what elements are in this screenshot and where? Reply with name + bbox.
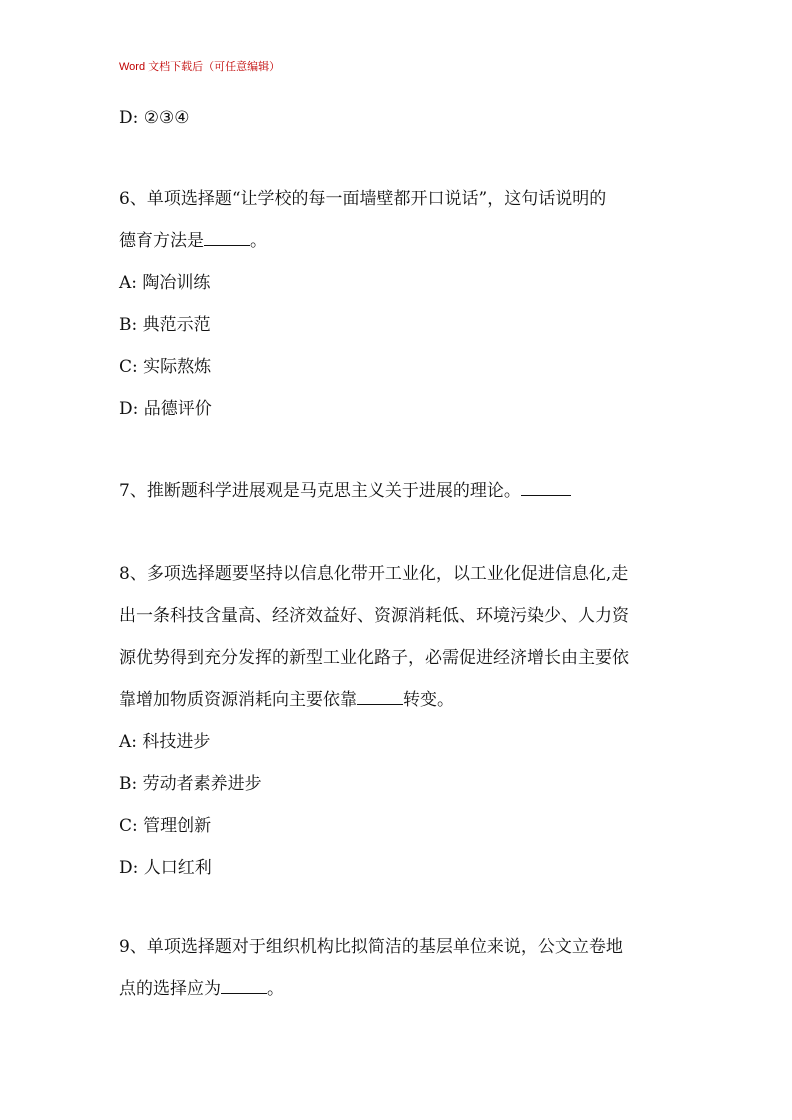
- q9-stem-line-2: [119, 968, 674, 1010]
- q7-stem-text: 7、推断题科学进展观是马克思主义关于进展的理论。: [119, 481, 521, 501]
- question-6: [119, 178, 674, 430]
- q7-stem-line-1: [119, 470, 674, 512]
- q8-stem-end: 转变。: [403, 690, 454, 710]
- q8-stem-line-1: 8、多项选择题要坚持以信息化带开工业化，以工业化促进信息化,走: [119, 564, 629, 584]
- question-7: [119, 470, 674, 512]
- q8-stem-line-2: 出一条科技含量高、经济效益好、资源消耗低、环境污染少、人力资: [119, 606, 629, 626]
- q6-option-d: D: 品德评价: [119, 399, 212, 419]
- q8-option-c: C: 管理创新: [119, 816, 212, 836]
- q5-option-d: D: ②③④: [119, 108, 190, 128]
- q9-stem-text: 点的选择应为: [119, 979, 221, 999]
- document-header: Word 文档下载后（可任意编辑）: [119, 61, 281, 73]
- q6-stem-line-1: 6、单项选择题“让学校的每一面墙壁都开口说话”，这句话说明的: [119, 189, 607, 209]
- q6-answer-blank: [204, 244, 250, 246]
- q7-answer-blank: [521, 494, 571, 496]
- q9-stem-end: 。: [267, 979, 284, 999]
- question-5-tail: [119, 97, 674, 139]
- q8-answer-blank: [357, 703, 403, 705]
- q6-option-b: B: 典范示范: [119, 315, 211, 335]
- q8-option-d: D: 人口红利: [119, 858, 212, 878]
- q9-answer-blank: [221, 992, 267, 994]
- q8-stem-line-4: [119, 679, 674, 721]
- q9-stem-line-1: 9、单项选择题对于组织机构比拟简洁的基层单位来说，公文立卷地: [119, 937, 623, 957]
- q6-option-a: A: 陶冶训练: [119, 273, 211, 293]
- q8-stem-line-3: 源优势得到充分发挥的新型工业化路子，必需促进经济增长由主要依: [119, 648, 629, 668]
- q6-stem-line-2: [119, 220, 674, 262]
- question-8: [119, 553, 674, 889]
- q8-option-b: B: 劳动者素养进步: [119, 774, 262, 794]
- q8-option-a: A: 科技进步: [119, 732, 211, 752]
- q8-stem-text: 靠增加物质资源消耗向主要依靠: [119, 690, 357, 710]
- question-9: [119, 926, 674, 1010]
- q6-option-c: C: 实际熬炼: [119, 357, 212, 377]
- q6-stem-text: 德育方法是: [119, 231, 204, 251]
- q6-stem-end: 。: [250, 231, 267, 251]
